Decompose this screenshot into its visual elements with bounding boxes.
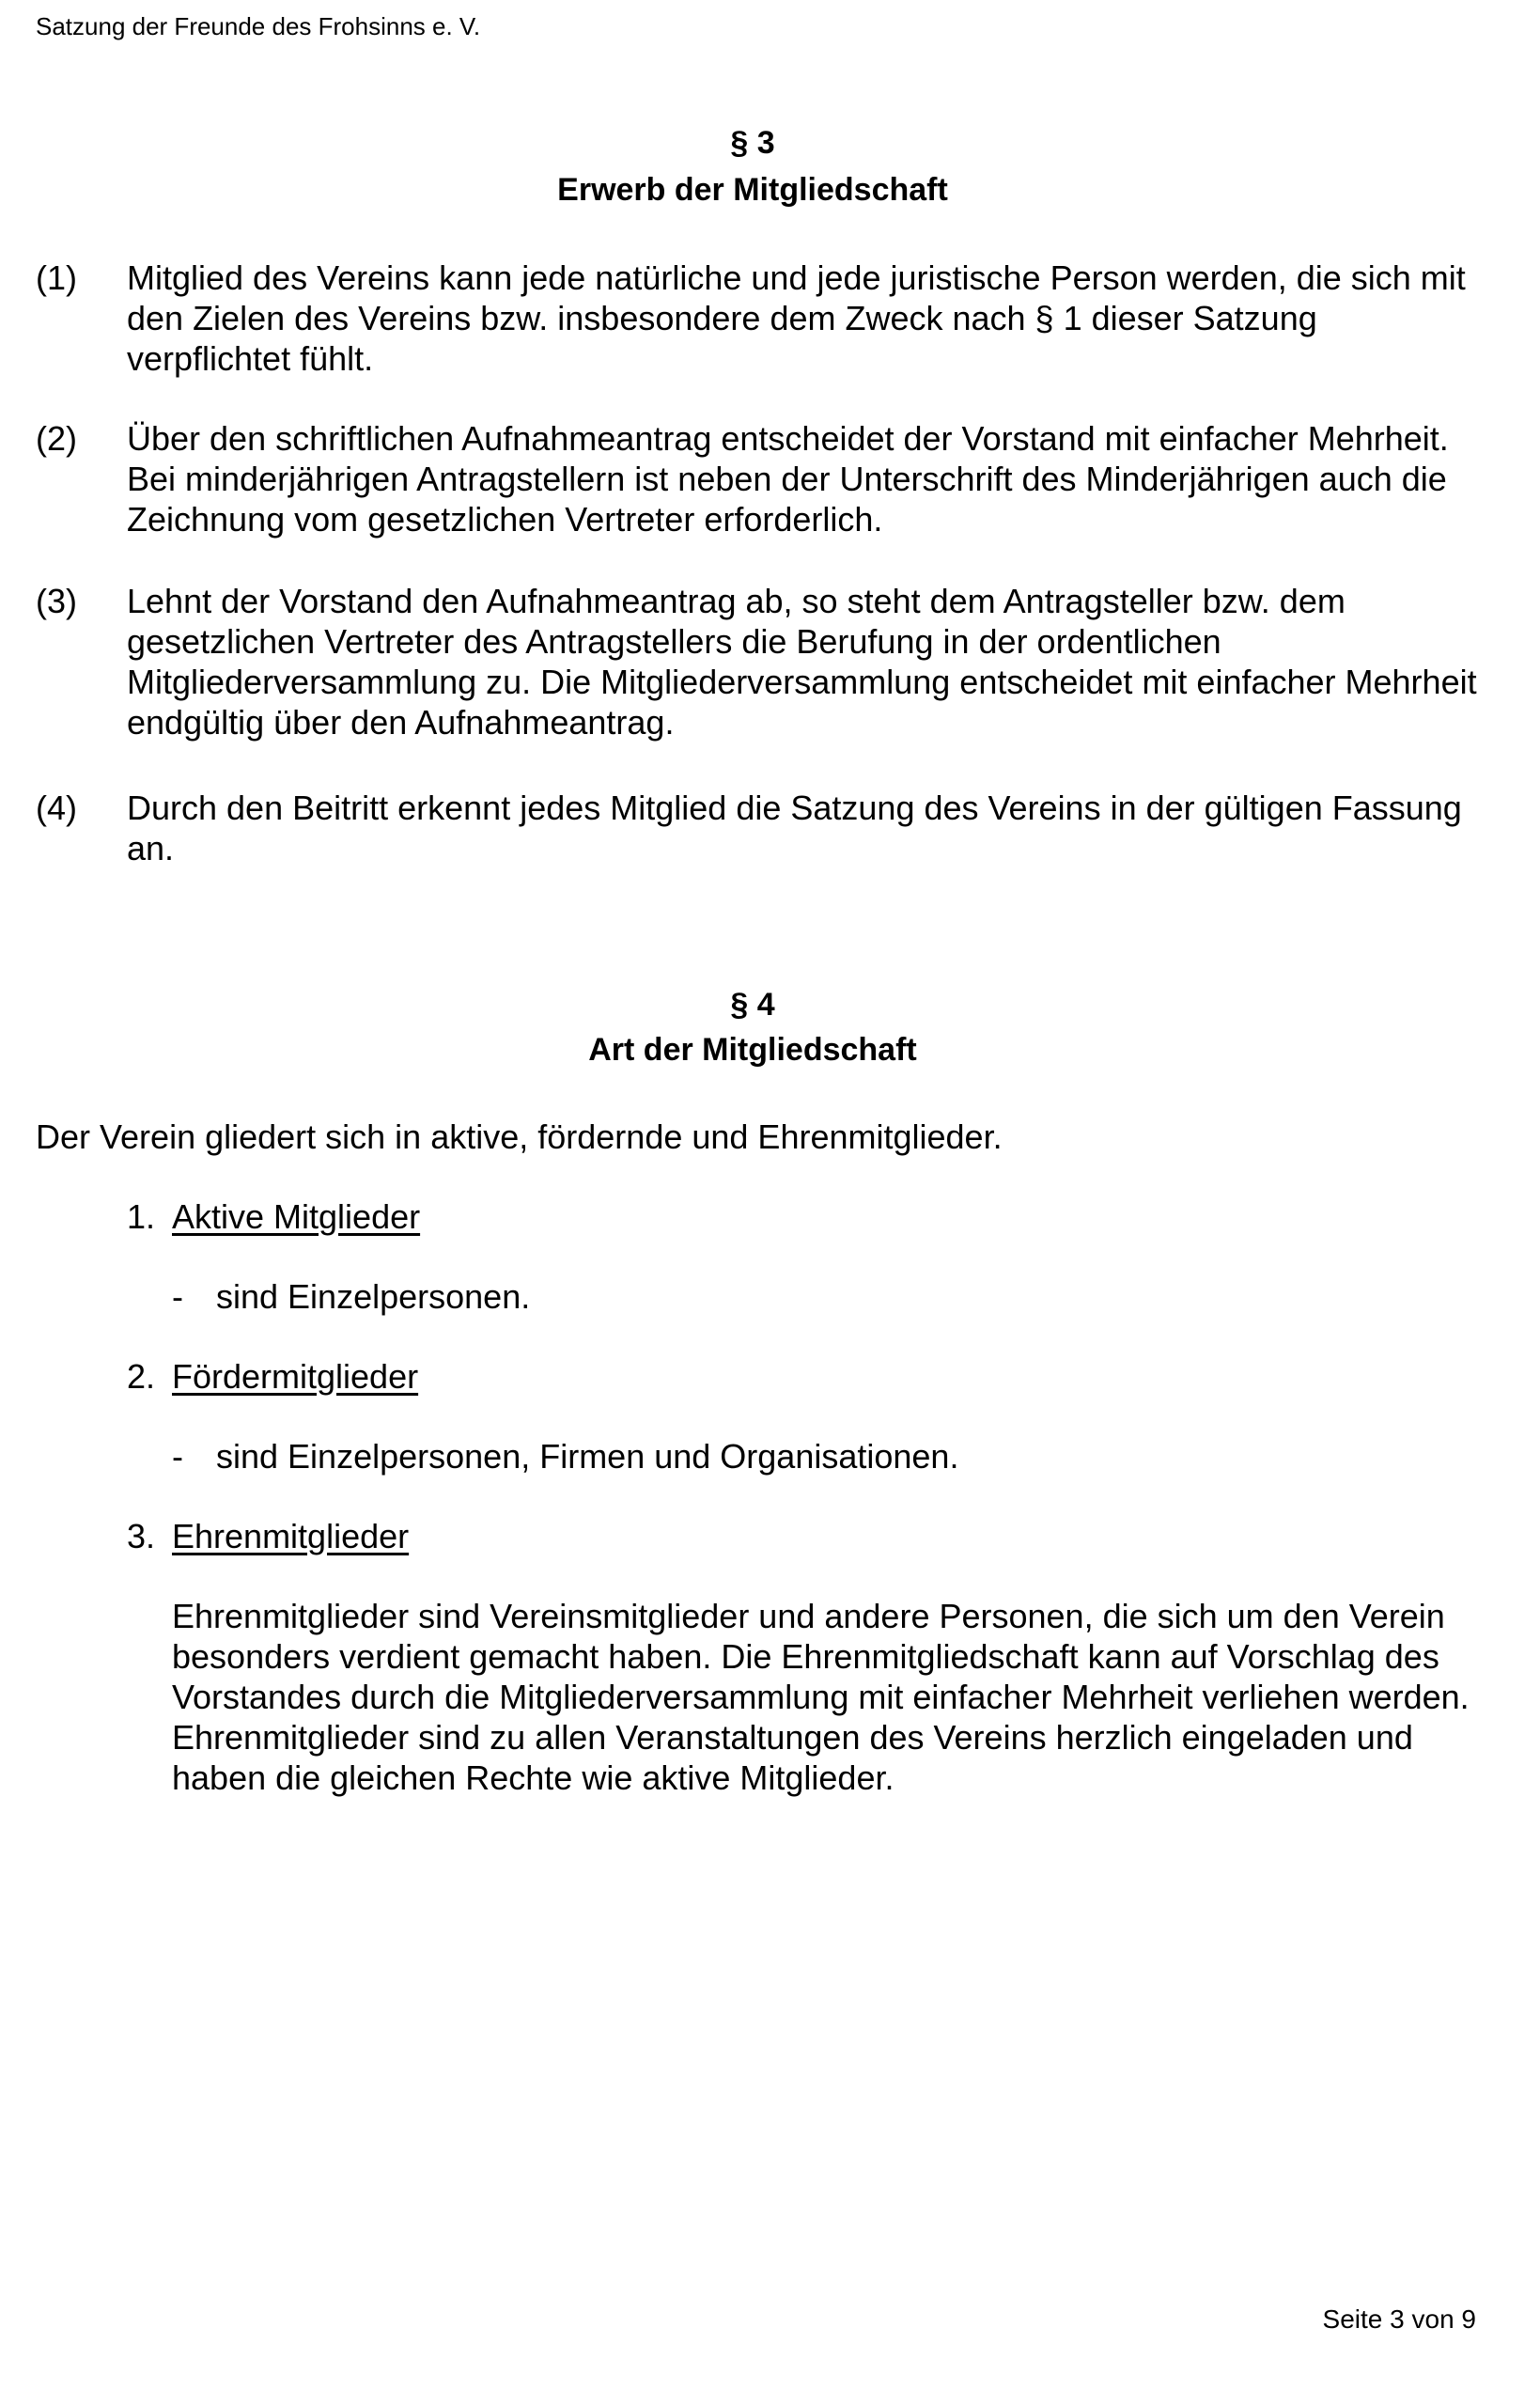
section-3-title: Erwerb der Mitgliedschaft — [557, 172, 948, 208]
list-item-number: 1. — [127, 1197, 156, 1236]
page-number: Seite 3 von 9 — [1322, 2304, 1476, 2334]
list-item-title: Aktive Mitglieder — [172, 1197, 421, 1236]
list-item-detail: Ehrenmitglieder sind Vereinsmitglieder und andere Personen, die sich um den Verein besonders verdient gemacht haben. Die Ehrenmitgliedschaft kann auf Vorschlag des Vorstandes durch die Mitgliederversammlung mit einfacher Mehrheit verliehen werden. Ehrenmitglieder sind zu allen Veranstaltungen des Vereins herzlich eingeladen und haben die gleichen Rechte wie aktive Mitglieder. — [172, 1597, 1470, 1797]
paragraph-text: Mitglied des Vereins kann jede natürliche und jede juristische Person werden, die sich mit den Zielen des Vereins bzw. insbesondere dem Zweck nach § 1 dieser Satzung verpflichtet fühlt. — [127, 258, 1466, 378]
paragraph-number: (4) — [36, 789, 77, 827]
list-item-detail: sind Einzelpersonen. — [216, 1277, 531, 1316]
list-item-detail: sind Einzelpersonen, Firmen und Organisationen. — [216, 1437, 959, 1476]
list-item-title: Fördermitglieder — [172, 1357, 419, 1396]
list-item-title: Ehrenmitglieder — [172, 1517, 410, 1555]
paragraph-number: (1) — [36, 258, 77, 297]
list-item-number: 3. — [127, 1517, 156, 1555]
paragraph-number: (3) — [36, 582, 77, 620]
paragraph-number: (2) — [36, 419, 77, 458]
section-4-title: Art der Mitgliedschaft — [588, 1032, 917, 1068]
list-item-dash: - — [172, 1277, 183, 1316]
paragraph-text: Über den schriftlichen Aufnahmeantrag entscheidet der Vorstand mit einfacher Mehrheit. Bei minderjährigen Antragstellern ist neben der Unterschrift des Minderjährigen auch die Zeichnung vom gesetzlichen Vertreter erforderlich. — [127, 419, 1449, 539]
paragraph-text: Lehnt der Vorstand den Aufnahmeantrag ab, so steht dem Antragsteller bzw. dem gesetzlichen Vertreter des Antragstellers die Berufung in der ordentlichen Mitgliederversammlung zu. Die Mitgliederversammlung entscheidet mit einfacher Mehrheit endgültig über den Aufnahmeantrag. — [127, 582, 1477, 742]
paragraph-text: Durch den Beitritt erkennt jedes Mitglied die Satzung des Vereins in der gültigen Fassung an. — [127, 789, 1462, 867]
section-4-intro: Der Verein gliedert sich in aktive, fördernde und Ehrenmitglieder. — [36, 1117, 1003, 1156]
section-3-number: § 3 — [730, 125, 775, 161]
list-item-dash: - — [172, 1437, 183, 1476]
page-header: Satzung der Freunde des Frohsinns e. V. — [36, 12, 481, 40]
list-item-number: 2. — [127, 1357, 156, 1396]
section-4-number: § 4 — [730, 987, 775, 1023]
